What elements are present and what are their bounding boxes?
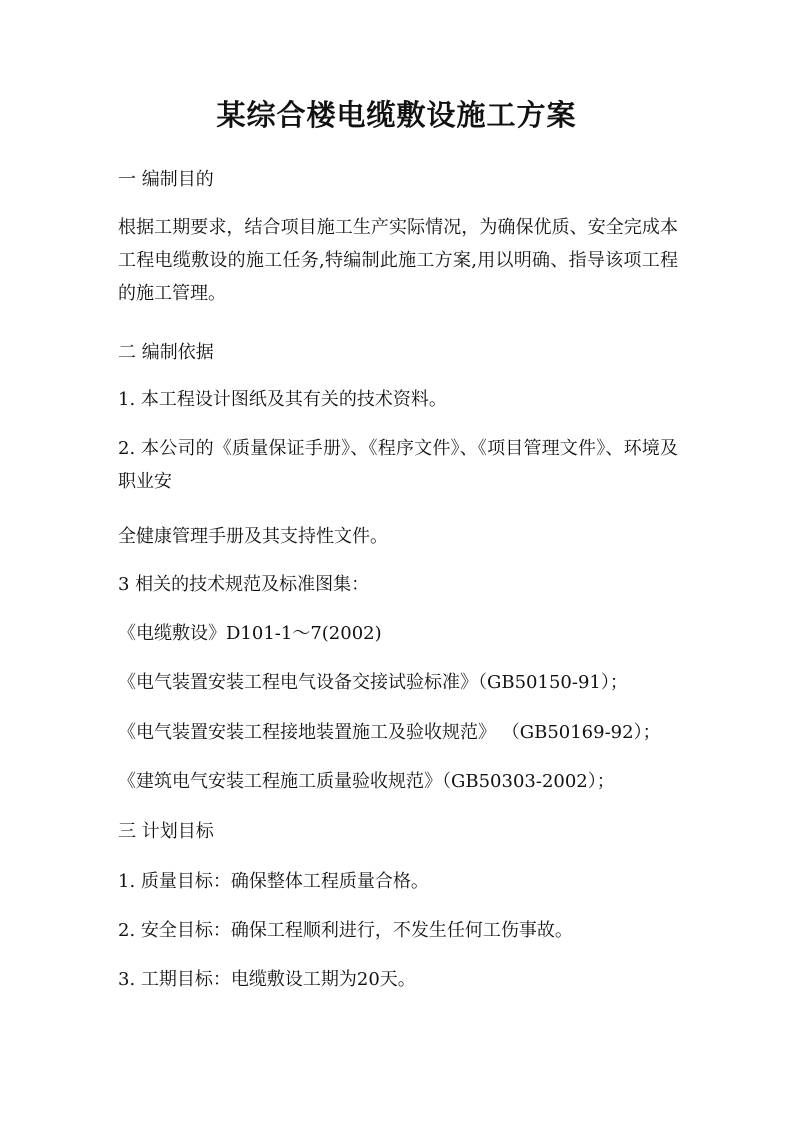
section-heading-purpose: 一 编制目的 <box>118 169 214 190</box>
goal-quality: 1. 质量目标：确保整体工程质量合格。 <box>118 871 429 892</box>
section-heading-basis: 二 编制依据 <box>118 342 214 363</box>
standard-ref-1: 《电缆敷设》D101-1～7(2002) <box>118 623 382 644</box>
document-title: 某综合楼电缆敷设施工方案 <box>216 98 577 132</box>
basis-item-2-continuation: 全健康管理手册及其支持性文件。 <box>118 526 388 547</box>
goal-schedule: 3. 工期目标：电缆敷设工期为20天。 <box>118 969 416 990</box>
section-heading-goals: 三 计划目标 <box>118 821 214 842</box>
purpose-paragraph: 根据工期要求，结合项目施工生产实际情况，为确保优质、安全完成本工程电缆敷设的施工任务,特编制此施工方案,用以明确、指导该项工程的施工管理。 <box>118 217 678 304</box>
basis-item-2: 2. 本公司的《质量保证手册》、《程序文件》、《项目管理文件》、环境及职业安 <box>118 438 678 492</box>
standard-ref-3: 《电气装置安装工程接地装置施工及验收规范》 （GB50169-92）； <box>118 722 661 743</box>
goal-safety: 2. 安全目标：确保工程顺利进行，不发生任何工伤事故。 <box>118 920 573 941</box>
basis-item-1: 1. 本工程设计图纸及其有关的技术资料。 <box>118 389 447 410</box>
basis-item-3: 3 相关的技术规范及标准图集： <box>118 574 370 595</box>
standard-ref-2: 《电气装置安装工程电气设备交接试验标准》（GB50150-91）； <box>118 672 628 693</box>
standard-ref-4: 《建筑电气安装工程施工质量验收规范》（GB50303-2002）； <box>118 771 615 792</box>
